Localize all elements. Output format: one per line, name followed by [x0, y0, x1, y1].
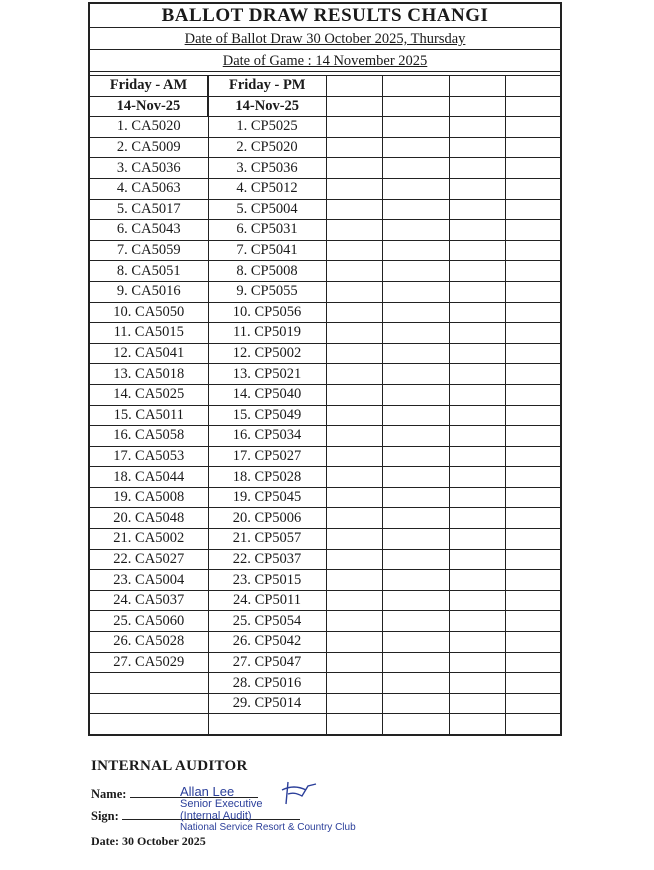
- empty-cell: [505, 240, 560, 261]
- signature-mark: [278, 778, 320, 808]
- empty-cell: [449, 220, 505, 241]
- pm-entry: 5. CP5004: [208, 199, 326, 220]
- empty-cell: [505, 487, 560, 508]
- table-row: [90, 426, 560, 447]
- empty-cell: [326, 590, 382, 611]
- empty-cell: [505, 426, 560, 447]
- empty-cell: [326, 632, 382, 653]
- empty-cell: [449, 158, 505, 179]
- empty-cell: [382, 467, 449, 488]
- empty-cell: [382, 714, 449, 734]
- empty-cell: [505, 467, 560, 488]
- pm-entry: 13. CP5021: [208, 364, 326, 385]
- empty-cell: [326, 240, 382, 261]
- empty-cell: [326, 693, 382, 714]
- pm-entry: 15. CP5049: [208, 405, 326, 426]
- empty-cell: [449, 693, 505, 714]
- am-entry: 18. CA5044: [90, 467, 208, 488]
- empty-cell: [505, 529, 560, 550]
- empty-cell: [382, 178, 449, 199]
- stamp-dept: (Internal Audit): [180, 810, 252, 822]
- empty-cell: [326, 487, 382, 508]
- table-row: [90, 343, 560, 364]
- am-entry: 8. CA5051: [90, 261, 208, 282]
- empty-cell: [326, 261, 382, 282]
- empty-cell: [326, 384, 382, 405]
- empty-cell: [505, 220, 560, 241]
- empty-cell: [326, 76, 382, 96]
- empty-cell: [449, 714, 505, 734]
- am-entry: 4. CA5063: [90, 178, 208, 199]
- empty-cell: [505, 693, 560, 714]
- game-date: [90, 50, 560, 72]
- table-row: [90, 199, 560, 220]
- table-row: [90, 178, 560, 199]
- am-entry: 13. CA5018: [90, 364, 208, 385]
- am-entry: 27. CA5029: [90, 652, 208, 673]
- am-entry: [90, 714, 208, 734]
- empty-cell: [326, 343, 382, 364]
- table-row: [90, 673, 560, 694]
- empty-cell: [382, 426, 449, 447]
- pm-entry: 2. CP5020: [208, 137, 326, 158]
- am-entry: 7. CA5059: [90, 240, 208, 261]
- pm-entry: 25. CP5054: [208, 611, 326, 632]
- am-entry: [90, 693, 208, 714]
- am-entry: 21. CA5002: [90, 529, 208, 550]
- draw-date: [90, 28, 560, 50]
- am-entry: [90, 673, 208, 694]
- empty-cell: [449, 590, 505, 611]
- empty-cell: [382, 590, 449, 611]
- am-entry: 19. CA5008: [90, 487, 208, 508]
- empty-cell: [505, 117, 560, 138]
- empty-cell: [326, 137, 382, 158]
- am-entry: 12. CA5041: [90, 343, 208, 364]
- pm-entry: 7. CP5041: [208, 240, 326, 261]
- empty-cell: [382, 158, 449, 179]
- empty-cell: [449, 508, 505, 529]
- stamp-org: National Service Resort & Country Club: [180, 822, 356, 833]
- pm-entry: 26. CP5042: [208, 632, 326, 653]
- am-entry: 10. CA5050: [90, 302, 208, 323]
- am-entry: 24. CA5037: [90, 590, 208, 611]
- empty-cell: [505, 611, 560, 632]
- empty-cell: [449, 426, 505, 447]
- empty-cell: [326, 611, 382, 632]
- empty-cell: [326, 652, 382, 673]
- empty-cell: [449, 199, 505, 220]
- draw-date-text: Date of Ballot Draw 30 October 2025, Thursday: [184, 31, 466, 47]
- empty-cell: [326, 96, 382, 117]
- empty-cell: [505, 570, 560, 591]
- table-row: [90, 467, 560, 488]
- date-pm: 14-Nov-25: [208, 96, 326, 117]
- header-am: Friday - AM: [90, 76, 208, 96]
- table-row: [90, 632, 560, 653]
- empty-cell: [505, 590, 560, 611]
- am-entry: 20. CA5048: [90, 508, 208, 529]
- empty-cell: [326, 570, 382, 591]
- empty-cell: [326, 323, 382, 344]
- table-row: [90, 137, 560, 158]
- empty-cell: [326, 117, 382, 138]
- ballot-sheet: [88, 2, 562, 736]
- empty-cell: [326, 426, 382, 447]
- auditor-section: [91, 758, 511, 775]
- empty-cell: [505, 446, 560, 467]
- empty-cell: [505, 137, 560, 158]
- empty-cell: [326, 529, 382, 550]
- empty-cell: [382, 302, 449, 323]
- empty-cell: [382, 570, 449, 591]
- table-row: [90, 446, 560, 467]
- empty-cell: [326, 673, 382, 694]
- am-entry: 15. CA5011: [90, 405, 208, 426]
- table-row: [90, 384, 560, 405]
- name-label: Name:: [91, 787, 127, 801]
- results-table: [90, 76, 560, 734]
- empty-cell: [326, 508, 382, 529]
- header-pm: Friday - PM: [208, 76, 326, 96]
- empty-cell: [505, 199, 560, 220]
- pm-entry: 6. CP5031: [208, 220, 326, 241]
- am-entry: 1. CA5020: [90, 117, 208, 138]
- empty-cell: [326, 446, 382, 467]
- empty-cell: [505, 405, 560, 426]
- date-row: [90, 96, 560, 117]
- empty-cell: [505, 302, 560, 323]
- table-row: [90, 693, 560, 714]
- empty-cell: [326, 158, 382, 179]
- empty-cell: [449, 652, 505, 673]
- table-row: [90, 281, 560, 302]
- empty-cell: [326, 281, 382, 302]
- empty-cell: [505, 714, 560, 734]
- table-row: [90, 652, 560, 673]
- empty-cell: [326, 405, 382, 426]
- empty-cell: [505, 364, 560, 385]
- pm-entry: 20. CP5006: [208, 508, 326, 529]
- table-row: [90, 323, 560, 344]
- empty-cell: [326, 549, 382, 570]
- empty-cell: [505, 261, 560, 282]
- empty-cell: [382, 343, 449, 364]
- pm-entry: 28. CP5016: [208, 673, 326, 694]
- empty-cell: [382, 384, 449, 405]
- stamp-title: Senior Executive: [180, 798, 263, 810]
- empty-cell: [382, 76, 449, 96]
- empty-cell: [449, 673, 505, 694]
- table-row: [90, 529, 560, 550]
- date-label: Date: 30 October 2025: [91, 834, 206, 848]
- table-row: [90, 405, 560, 426]
- pm-entry: 1. CP5025: [208, 117, 326, 138]
- table-row: [90, 261, 560, 282]
- divider: [90, 72, 560, 76]
- empty-cell: [382, 652, 449, 673]
- empty-cell: [382, 487, 449, 508]
- empty-cell: [382, 261, 449, 282]
- empty-cell: [382, 281, 449, 302]
- am-entry: 2. CA5009: [90, 137, 208, 158]
- game-date-text: Date of Game : 14 November 2025: [222, 53, 428, 69]
- empty-cell: [449, 384, 505, 405]
- am-entry: 22. CA5027: [90, 549, 208, 570]
- empty-cell: [449, 446, 505, 467]
- table-row: [90, 240, 560, 261]
- table-row: [90, 549, 560, 570]
- empty-cell: [449, 529, 505, 550]
- pm-entry: 12. CP5002: [208, 343, 326, 364]
- empty-cell: [449, 611, 505, 632]
- empty-cell: [449, 323, 505, 344]
- pm-entry: [208, 714, 326, 734]
- empty-cell: [505, 96, 560, 117]
- pm-entry: 11. CP5019: [208, 323, 326, 344]
- stamp-name: Allan Lee: [180, 784, 235, 799]
- empty-cell: [449, 632, 505, 653]
- pm-entry: 16. CP5034: [208, 426, 326, 447]
- am-entry: 14. CA5025: [90, 384, 208, 405]
- empty-cell: [326, 364, 382, 385]
- empty-cell: [449, 96, 505, 117]
- table-row: [90, 508, 560, 529]
- empty-cell: [382, 549, 449, 570]
- empty-cell: [326, 178, 382, 199]
- page-title: BALLOT DRAW RESULTS CHANGI: [90, 4, 560, 28]
- pm-entry: 23. CP5015: [208, 570, 326, 591]
- empty-cell: [449, 570, 505, 591]
- empty-cell: [505, 384, 560, 405]
- empty-cell: [505, 158, 560, 179]
- pm-entry: 19. CP5045: [208, 487, 326, 508]
- table-row: [90, 364, 560, 385]
- empty-cell: [505, 549, 560, 570]
- pm-entry: 21. CP5057: [208, 529, 326, 550]
- empty-cell: [449, 405, 505, 426]
- empty-cell: [382, 611, 449, 632]
- pm-entry: 27. CP5047: [208, 652, 326, 673]
- table-row: [90, 117, 560, 138]
- empty-cell: [449, 240, 505, 261]
- empty-cell: [449, 467, 505, 488]
- empty-cell: [449, 76, 505, 96]
- pm-entry: 3. CP5036: [208, 158, 326, 179]
- empty-cell: [382, 673, 449, 694]
- pm-entry: 17. CP5027: [208, 446, 326, 467]
- table-row: [90, 158, 560, 179]
- empty-cell: [449, 281, 505, 302]
- pm-entry: 22. CP5037: [208, 549, 326, 570]
- empty-cell: [326, 199, 382, 220]
- empty-cell: [382, 693, 449, 714]
- empty-cell: [505, 632, 560, 653]
- am-entry: 16. CA5058: [90, 426, 208, 447]
- am-entry: 11. CA5015: [90, 323, 208, 344]
- empty-cell: [326, 714, 382, 734]
- empty-cell: [382, 220, 449, 241]
- empty-cell: [326, 467, 382, 488]
- empty-cell: [505, 281, 560, 302]
- pm-entry: 29. CP5014: [208, 693, 326, 714]
- pm-entry: 10. CP5056: [208, 302, 326, 323]
- date-am: 14-Nov-25: [90, 96, 208, 117]
- empty-cell: [382, 405, 449, 426]
- empty-cell: [505, 343, 560, 364]
- header-row: [90, 76, 560, 96]
- empty-cell: [449, 549, 505, 570]
- sign-label: Sign:: [91, 809, 119, 823]
- pm-entry: 9. CP5055: [208, 281, 326, 302]
- empty-cell: [382, 323, 449, 344]
- table-row: [90, 220, 560, 241]
- am-entry: 25. CA5060: [90, 611, 208, 632]
- empty-cell: [449, 261, 505, 282]
- pm-entry: 8. CP5008: [208, 261, 326, 282]
- empty-cell: [449, 343, 505, 364]
- empty-cell: [449, 302, 505, 323]
- table-row: [90, 570, 560, 591]
- empty-cell: [505, 76, 560, 96]
- empty-cell: [505, 652, 560, 673]
- empty-cell: [505, 178, 560, 199]
- empty-cell: [382, 199, 449, 220]
- am-entry: 23. CA5004: [90, 570, 208, 591]
- pm-entry: 4. CP5012: [208, 178, 326, 199]
- table-row: [90, 302, 560, 323]
- empty-cell: [326, 220, 382, 241]
- empty-cell: [382, 96, 449, 117]
- empty-cell: [449, 178, 505, 199]
- empty-cell: [382, 529, 449, 550]
- table-row: [90, 611, 560, 632]
- empty-cell: [505, 508, 560, 529]
- am-entry: 5. CA5017: [90, 199, 208, 220]
- empty-cell: [449, 364, 505, 385]
- table-row: [90, 487, 560, 508]
- empty-cell: [382, 240, 449, 261]
- empty-cell: [505, 323, 560, 344]
- am-entry: 9. CA5016: [90, 281, 208, 302]
- empty-cell: [449, 137, 505, 158]
- am-entry: 3. CA5036: [90, 158, 208, 179]
- empty-cell: [382, 117, 449, 138]
- empty-cell: [382, 508, 449, 529]
- empty-cell: [382, 632, 449, 653]
- pm-entry: 18. CP5028: [208, 467, 326, 488]
- am-entry: 6. CA5043: [90, 220, 208, 241]
- empty-cell: [449, 487, 505, 508]
- empty-cell: [449, 117, 505, 138]
- empty-cell: [382, 446, 449, 467]
- empty-cell: [505, 673, 560, 694]
- empty-cell: [382, 364, 449, 385]
- empty-cell: [382, 137, 449, 158]
- am-entry: 17. CA5053: [90, 446, 208, 467]
- table-row: [90, 714, 560, 734]
- pm-entry: 14. CP5040: [208, 384, 326, 405]
- am-entry: 26. CA5028: [90, 632, 208, 653]
- pm-entry: 24. CP5011: [208, 590, 326, 611]
- auditor-heading: INTERNAL AUDITOR: [91, 758, 248, 774]
- empty-cell: [326, 302, 382, 323]
- table-row: [90, 590, 560, 611]
